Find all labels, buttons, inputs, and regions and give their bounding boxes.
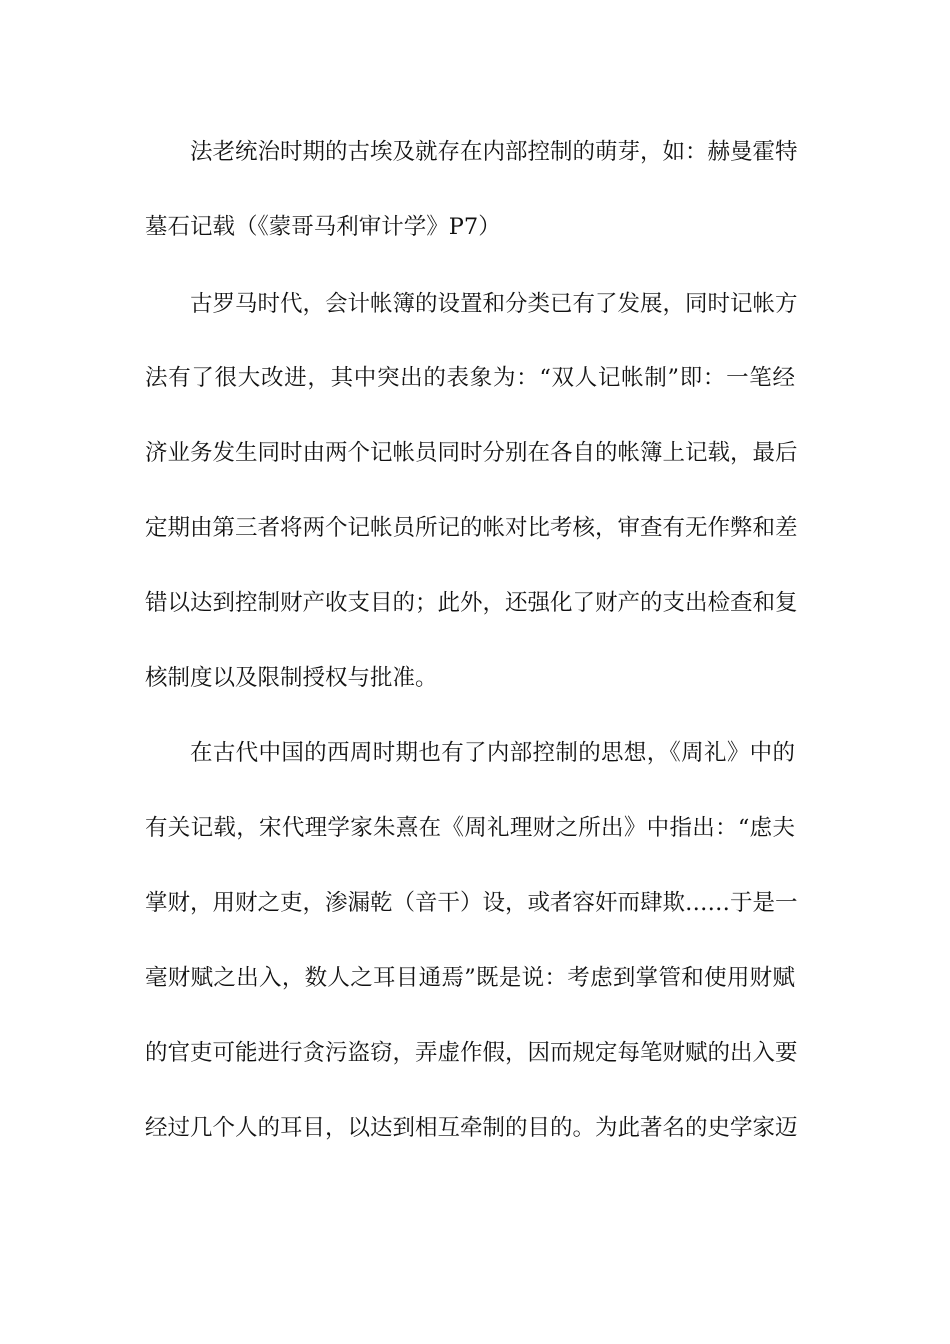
paragraph-2-line-4: 定期由第三者将两个记帐员所记的帐对比考核，审查有无作弊和差 (145, 515, 798, 541)
paragraph-3-line-6: 经过几个人的耳目，以达到相互牵制的目的。为此著名的史学家迈 (145, 1115, 798, 1141)
paragraph-3-line-4: 毫财赋之出入，数人之耳目通焉”既是说：考虑到掌管和使用财赋 (145, 965, 795, 991)
paragraph-2-line-5: 错以达到控制财产收支目的；此外，还强化了财产的支出检查和复 (145, 590, 798, 616)
paragraph-3-line-3: 掌财，用财之吏，渗漏乾（音干）设，或者容奸而肆欺……于是一 (145, 890, 798, 916)
paragraph-1-line-1: 法老统治时期的古埃及就存在内部控制的萌芽，如：赫曼霍特 (190, 139, 798, 165)
paragraph-3-line-2: 有关记载，宋代理学家朱熹在《周礼理财之所出》中指出：“虑夫 (145, 815, 795, 841)
paragraph-2-line-6: 核制度以及限制授权与批准。 (145, 665, 438, 691)
paragraph-2-line-3: 济业务发生同时由两个记帐员同时分别在各自的帐簿上记载，最后 (145, 440, 798, 466)
paragraph-2-line-1: 古罗马时代，会计帐簿的设置和分类已有了发展，同时记帐方 (190, 291, 798, 317)
paragraph-2-line-2: 法有了很大改进，其中突出的表象为：“双人记帐制”即：一笔经 (145, 365, 795, 391)
paragraph-3-line-5: 的官吏可能进行贪污盗窃，弄虚作假，因而规定每笔财赋的出入要 (145, 1040, 798, 1066)
paragraph-3-line-1: 在古代中国的西周时期也有了内部控制的思想，《周礼》中的 (190, 740, 795, 766)
paragraph-1-line-2: 墓石记载（《蒙哥马利审计学》P7） (145, 214, 501, 240)
